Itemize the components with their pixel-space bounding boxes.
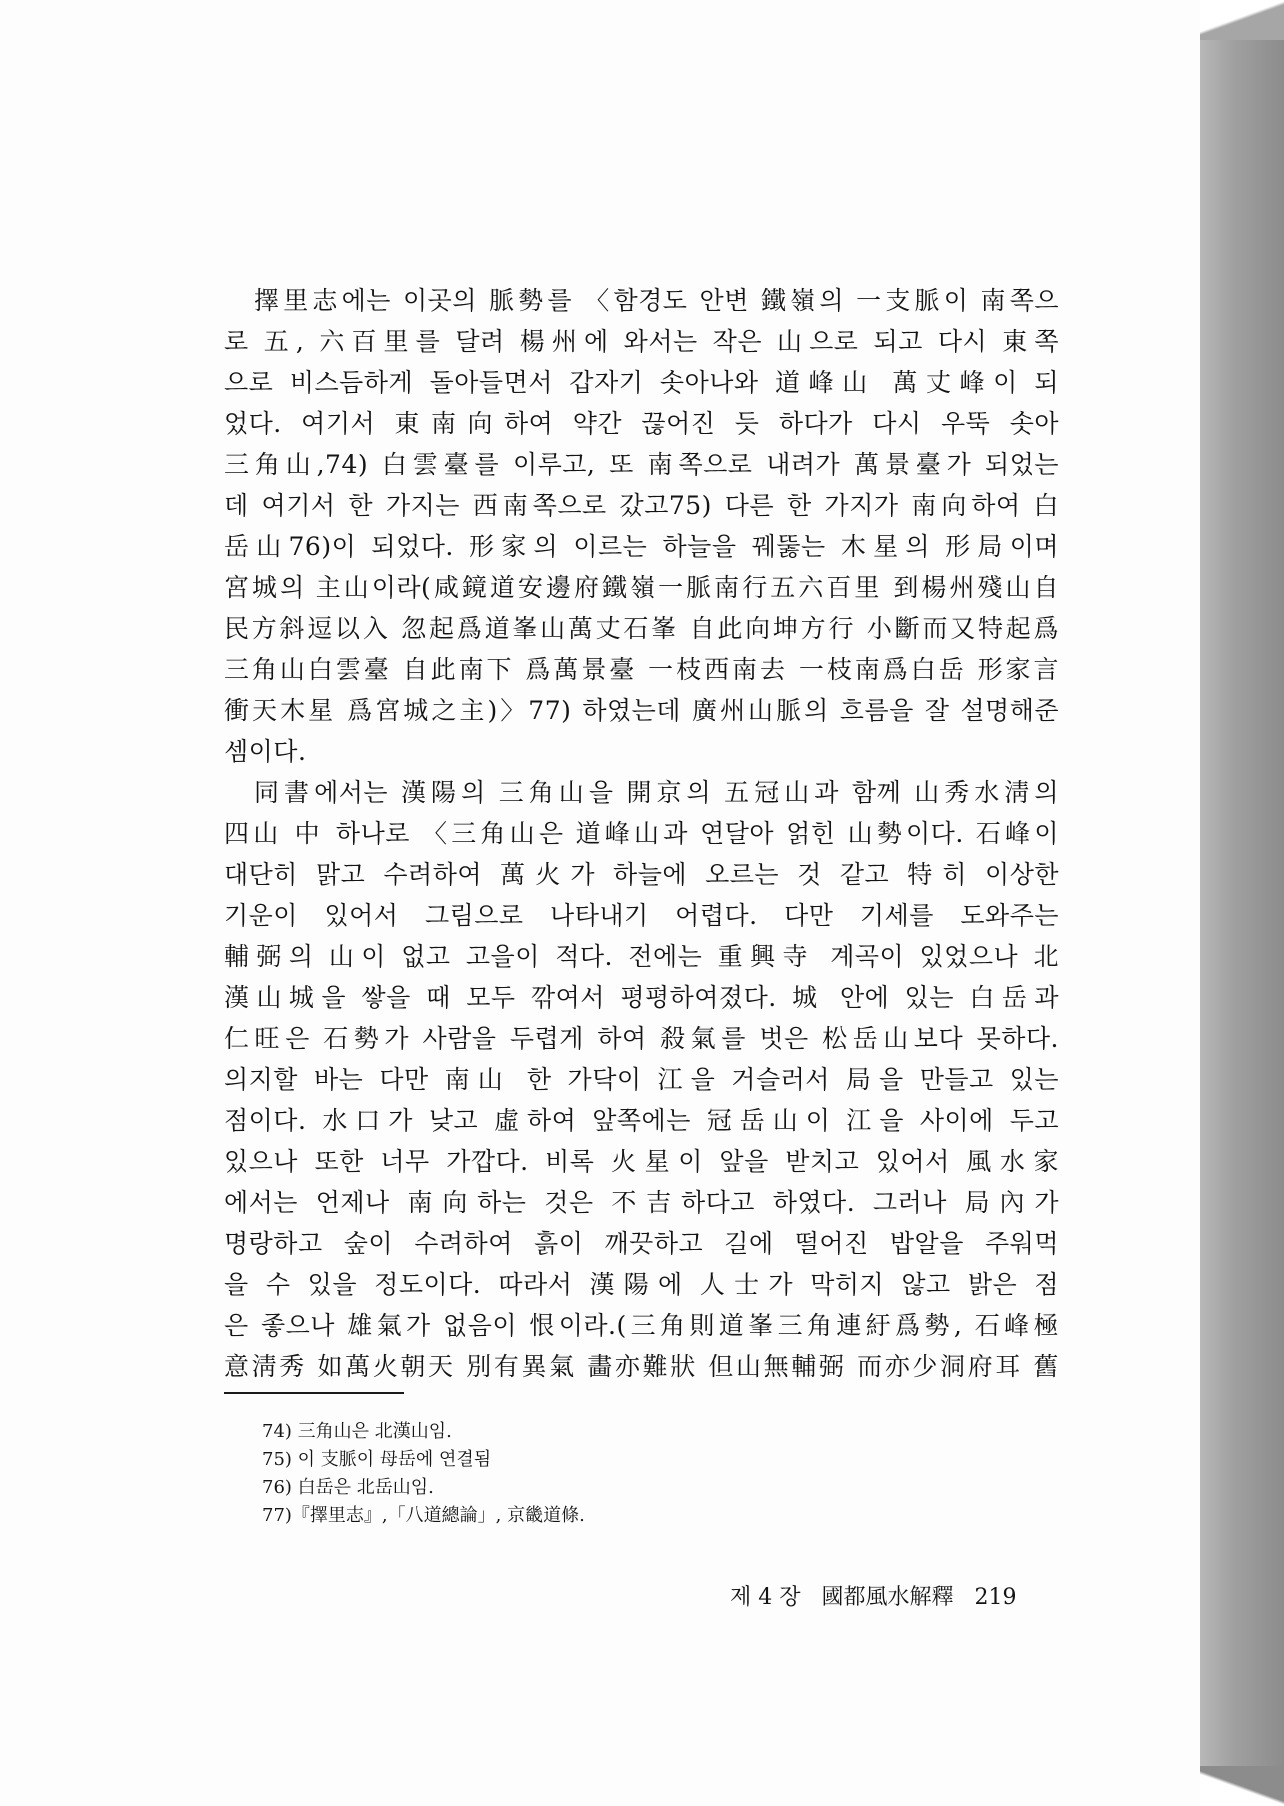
text-line: 意淸秀 如萬火朝天 別有異氣 畵亦難狀 但山無輔弼 而亦少洞府耳 舊 <box>224 1352 1059 1381</box>
text-line: 점이다. 水口가 낮고 虛하여 앞쪽에는 冠岳山이 江을 사이에 두고 <box>224 1106 1059 1135</box>
text-line: 民方斜逗以入 忽起爲道峯山萬丈石峯 自此向坤方行 小斷而又特起爲 <box>224 614 1059 643</box>
text-line: 에서는 언제나 南向하는 것은 不吉하다고 하였다. 그러나 局內가 <box>224 1188 1059 1217</box>
text-line: 漢山城을 쌓을 때 모두 깎여서 평평하여졌다. 城 안에 있는 白岳과 <box>224 983 1059 1012</box>
text-line: 으로 비스듬하게 돌아들면서 갑자기 솟아나와 道峰山 萬丈峰이 되 <box>224 368 1059 397</box>
text-line: 기운이 있어서 그림으로 나타내기 어렵다. 다만 기세를 도와주는 <box>224 901 1059 930</box>
footnote-divider <box>224 1392 404 1394</box>
text-line: 은 좋으나 雄氣가 없음이 恨이라.(三角則道峯三角連紆爲勢, 石峰極 <box>224 1311 1059 1340</box>
text-line: 同書에서는 漢陽의 三角山을 開京의 五冠山과 함께 山秀水淸의 <box>254 778 1059 807</box>
book-spine <box>1200 0 1284 1806</box>
section-title: 國都風水解釋 <box>821 1585 954 1610</box>
text-line: 岳山76)이 되었다. 形家의 이르는 하늘을 꿰뚫는 木星의 形局이며 <box>224 532 1059 561</box>
text-line: 宮城의 主山이라(咸鏡道安邊府鐵嶺一脈南行五六百里 到楊州殘山自 <box>224 573 1059 602</box>
text-line: 衝天木星 爲宮城之主)〉77) 하였는데 廣州山脈의 흐름을 잘 설명해준 <box>224 696 1059 725</box>
book-spine-bottom-edge <box>1200 1766 1284 1806</box>
text-line: 있으나 또한 너무 가깝다. 비록 火星이 앞을 받치고 있어서 風水家 <box>224 1147 1059 1176</box>
text-line: 輔弼의 山이 없고 고을이 적다. 전에는 重興寺 계곡이 있었으나 北 <box>224 942 1059 971</box>
footnote-74: 74) 三角山은 北漢山임. <box>262 1421 452 1442</box>
page-number: 219 <box>974 1585 1017 1610</box>
text-line: 擇里志에는 이곳의 脈勢를 〈함경도 안변 鐵嶺의 一支脈이 南쪽으 <box>254 286 1059 315</box>
footnote-77: 77)『擇里志』,「八道總論」, 京畿道條. <box>262 1505 585 1526</box>
text-line: 명랑하고 숲이 수려하여 흙이 깨끗하고 길에 떨어진 밥알을 주워먹 <box>224 1229 1059 1258</box>
text-line: 三角山,74) 白雲臺를 이루고, 또 南쪽으로 내려가 萬景臺가 되었는 <box>224 450 1059 479</box>
text-line: 의지할 바는 다만 南山 한 가닥이 江을 거슬러서 局을 만들고 있는 <box>224 1065 1059 1094</box>
text-line: 셈이다. <box>224 737 307 766</box>
text-line: 四山 中 하나로 〈三角山은 道峰山과 연달아 얽힌 山勢이다. 石峰이 <box>224 819 1059 848</box>
running-footer <box>730 1580 1040 1611</box>
book-spine-top-edge <box>1200 0 1284 40</box>
text-line: 三角山白雲臺 自此南下 爲萬景臺 一枝西南去 一枝南爲白岳 形家言 <box>224 655 1059 684</box>
text-line: 로 五, 六百里를 달려 楊州에 와서는 작은 山으로 되고 다시 東쪽 <box>224 327 1059 356</box>
footnote-76: 76) 白岳은 北岳山임. <box>262 1477 434 1498</box>
text-line: 을 수 있을 정도이다. 따라서 漢陽에 人士가 막히지 않고 밝은 점 <box>224 1270 1059 1299</box>
footnotes <box>262 1418 962 1530</box>
text-line: 데 여기서 한 가지는 西南쪽으로 갔고75) 다른 한 가지가 南向하여 白 <box>224 491 1059 520</box>
text-line: 었다. 여기서 東南向하여 약간 끊어진 듯 하다가 다시 우뚝 솟아 <box>224 409 1059 438</box>
text-line: 仁旺은 石勢가 사람을 두렵게 하여 殺氣를 벗은 松岳山보다 못하다. <box>224 1024 1059 1053</box>
body-text <box>224 280 1059 1387</box>
footnote-75: 75) 이 支脈이 母岳에 연결됨 <box>262 1449 492 1470</box>
chapter-label: 제 4 장 <box>730 1585 801 1610</box>
text-line: 대단히 맑고 수려하여 萬火가 하늘에 오르는 것 같고 特히 이상한 <box>224 860 1059 889</box>
